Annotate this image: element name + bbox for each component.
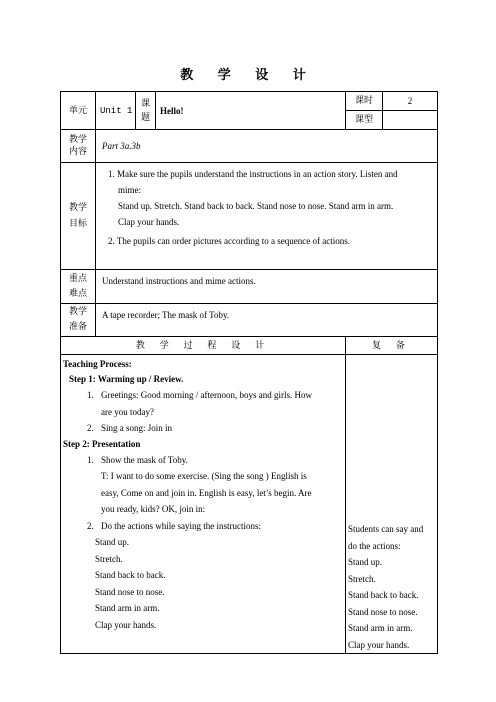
- review-spacer: [348, 355, 437, 521]
- list-text: Do the actions while saying the instructions:: [101, 520, 261, 531]
- objective-line: Stand up. Stretch. Stand back to back. Stand nose to nose. Stand arm in arm.: [118, 201, 394, 211]
- lesson-plan-table: [60, 91, 438, 654]
- prep-label: [61, 304, 96, 337]
- prep-label-line-1: 教学: [68, 307, 87, 317]
- list-item-cont: are you today?: [101, 406, 154, 417]
- list-item: [63, 518, 339, 535]
- topic-label: [136, 92, 156, 130]
- content-label: [61, 130, 96, 163]
- list-number: 1.: [87, 454, 94, 465]
- objectives-value: [96, 163, 438, 270]
- prep-label-line-2: 准备: [68, 322, 87, 332]
- focus-label-line-1: 重点: [68, 273, 87, 284]
- list-text: Show the mask of Toby.: [101, 454, 188, 465]
- review-line: Stand nose to nose.: [348, 606, 418, 617]
- step-heading: Step 2: Presentation: [63, 438, 141, 449]
- periods-label: 课时: [346, 92, 383, 111]
- focus-label-line-2: 难点: [68, 288, 87, 299]
- topic-label-line-2: 题: [140, 112, 150, 123]
- review-cell: [346, 355, 438, 654]
- objectives-label-line-2: 目标: [68, 219, 87, 229]
- action-line: Stand up.: [95, 537, 130, 547]
- type-value: [383, 111, 438, 130]
- page-title: 教 学 设 计: [180, 68, 316, 83]
- list-item-cont: you ready, kids? OK, join in:: [101, 504, 206, 514]
- action-line: Clap your hands.: [95, 619, 157, 630]
- review-line: Stand up.: [348, 557, 383, 567]
- content-value: Part 3a.3b: [96, 130, 438, 163]
- list-number: 1.: [87, 390, 94, 400]
- list-item: [63, 387, 339, 404]
- review-line: Students can say and: [348, 524, 424, 534]
- focus-value: Understand instructions and mime actions.: [96, 270, 438, 304]
- objectives-label-line-1: 教学: [68, 203, 87, 213]
- topic-label-line-1: 课: [140, 98, 150, 109]
- action-line: Stand arm in arm.: [95, 603, 160, 613]
- list-item: [63, 420, 339, 437]
- action-line: Stand back to back.: [95, 570, 166, 580]
- type-label: 课型: [346, 111, 383, 130]
- objective-line: mime:: [118, 185, 141, 195]
- review-line: Stretch.: [348, 573, 376, 584]
- action-line: Stand nose to nose.: [95, 586, 165, 597]
- process-cell: [61, 355, 346, 654]
- review-line: Stand back to back.: [348, 590, 419, 600]
- objective-line: Clap your hands.: [118, 217, 180, 227]
- list-item-cont: T: I want to do some exercise. (Sing the song ) English is: [101, 471, 307, 481]
- content-label-line-1: 教学: [68, 135, 87, 145]
- unit-label: 单元: [61, 92, 96, 130]
- review-line: Clap your hands.: [348, 639, 410, 650]
- objectives-label: [61, 163, 96, 270]
- prep-value: A tape recorder; The mask of Toby.: [96, 304, 438, 337]
- content-label-line-2: 内容: [68, 147, 87, 157]
- list-item: [63, 452, 339, 469]
- list-item-cont: easy, Come on and join in. English is easy, let’s begin. Are: [101, 487, 312, 498]
- unit-value: Unit 1: [96, 92, 136, 130]
- review-line: Stand arm in arm.: [348, 623, 413, 633]
- list-text: Greetings: Good morning / afternoon, boys and girls. How: [101, 390, 312, 400]
- objective-line: 1. Make sure the pupils understand the instructions in an action story. Listen and: [108, 169, 398, 179]
- periods-value: 2: [383, 92, 438, 111]
- list-number: 2.: [87, 520, 94, 531]
- list-text: Sing a song: Join in: [101, 423, 173, 433]
- process-heading: Teaching Process:: [63, 359, 132, 369]
- list-number: 2.: [87, 423, 94, 433]
- objective-line: 2. The pupils can order pictures according to a sequence of actions.: [108, 236, 350, 246]
- step-heading: Step 1: Warming up / Review.: [69, 374, 184, 384]
- review-line: do the actions:: [348, 540, 401, 551]
- action-line: Stretch.: [95, 553, 123, 564]
- topic-value: Hello!: [156, 92, 346, 130]
- focus-label: [61, 270, 96, 304]
- review-header: 复 备: [346, 337, 438, 355]
- process-header: 教 学 过 程 设 计: [61, 337, 346, 355]
